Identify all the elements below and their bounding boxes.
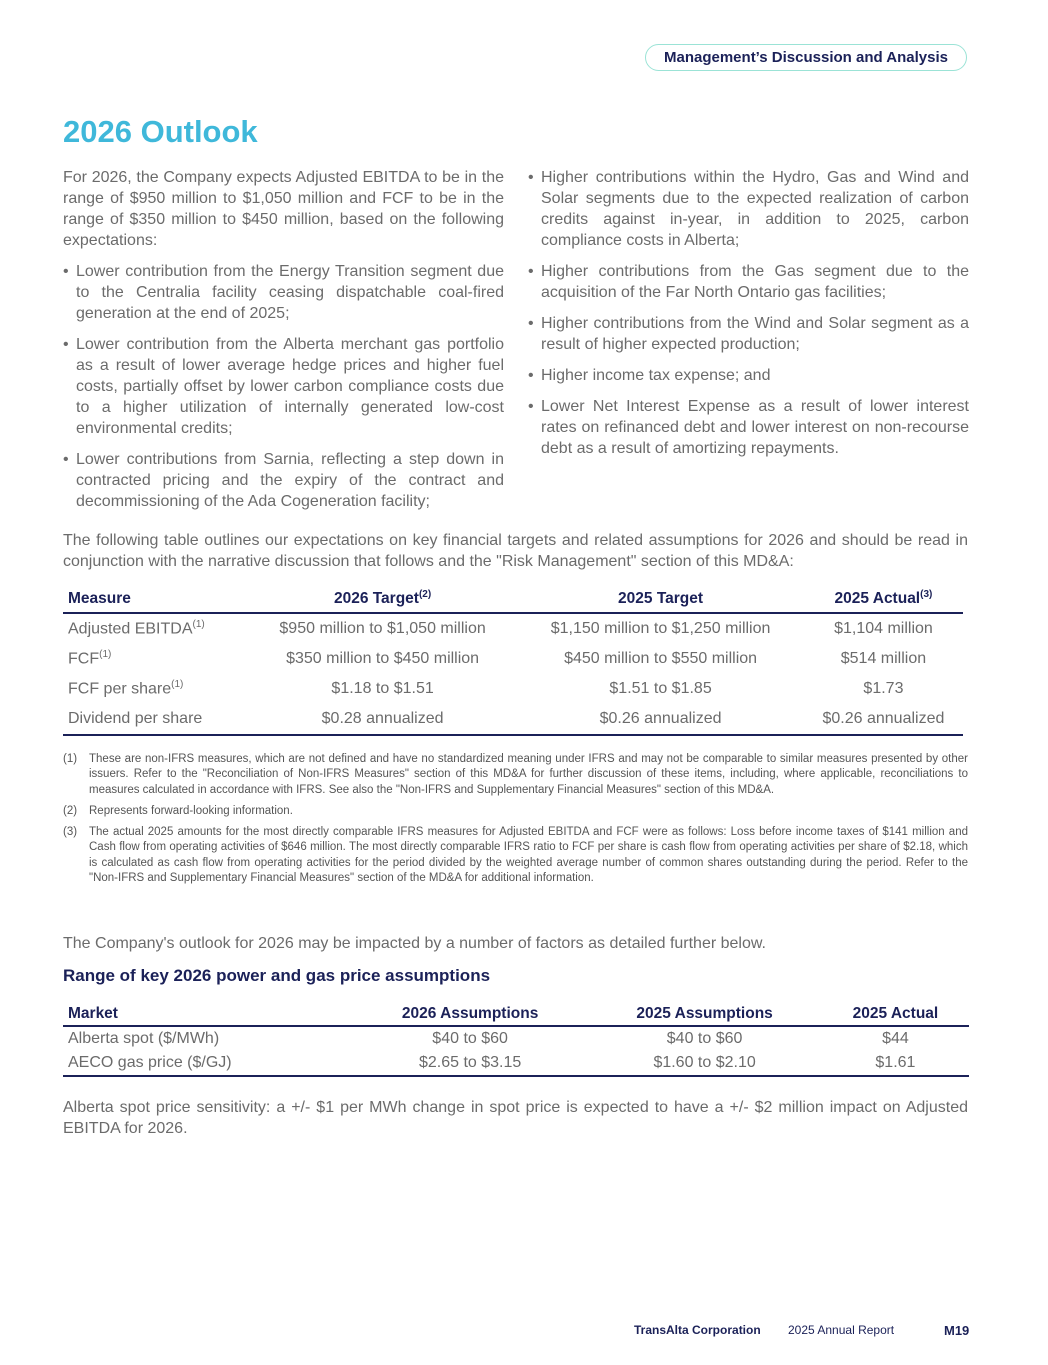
value-cell: $514 million (840, 650, 927, 667)
footnote-ref: (3) (920, 589, 933, 601)
price-assumptions-heading: Range of key 2026 power and gas price assumptions (63, 966, 491, 985)
bullet-item: • Lower contribution from the Energy Transition segment due to the Centralia facility ceasing dispatchable coal-fired generation at the end of 2025; (63, 261, 504, 324)
table-row (63, 644, 963, 674)
intro-paragraph: For 2026, the Company expects Adjusted EBITDA to be in the range of $950 million to $1,050 million and FCF to be in the range of $350 million to $450 million, based on the following expectations: (63, 169, 504, 249)
bullet-item: • Lower contribution from the Alberta merchant gas portfolio as a result of lower average hedge prices and higher fuel costs, partially offset by lower carbon compliance costs due to a higher utilization of internally generated low-cost environmental credits; (63, 334, 504, 439)
value-cell: $40 to $60 (666, 1030, 743, 1047)
footnote-number: (3) (63, 826, 78, 839)
bullet-item: • Higher contributions from the Gas segment due to the acquisition of the Far North Ontario gas facilities; (528, 261, 969, 303)
table-row (63, 613, 963, 644)
column-header: 2026 Assumptions (353, 1003, 587, 1026)
header-label: 2026 Target (333, 590, 419, 608)
value-cell: $44 (882, 1030, 909, 1047)
footnote-text: The actual 2025 amounts for the most directly comparable IFRS measures for Adjusted EBITDA and FCF were as follows: Loss before income taxes of $141 million and Cash flow from operating activities of $646 million. The most directly comparable IFRS ratio to FCF per share is cash flow from operating activities per share of $2.18, which is calculated as cash flow from operating activities for the period divided by the weighted average number of common shares outstanding during the period. Refer to the "Non-IFRS and Supplementary Financial Measures" section of the MD&A for additional information. (89, 826, 968, 885)
table-row (63, 1051, 969, 1076)
footnote-text: Represents forward-looking information. (89, 804, 293, 817)
value-cell: $350 million to $450 million (286, 650, 480, 667)
footnote-number: (2) (63, 804, 78, 817)
table-intro: The following table outlines our expectations on key financial targets and related assumptions for 2026 and should be read in conjunction with the narrative discussion that follows and the "Risk Management" section of this MD&A: (63, 532, 968, 570)
header-label: 2025 Actual (834, 590, 921, 608)
table-row (63, 674, 963, 704)
footnotes (63, 752, 968, 892)
measure-cell (63, 674, 248, 704)
footnote (63, 752, 968, 798)
footnote-number: (1) (63, 753, 78, 765)
section-badge: Management’s Discussion and Analysis (645, 44, 967, 71)
left-column (63, 167, 504, 522)
bullet-item: • Lower Net Interest Expense as a result of lower interest rates on refinanced debt and lower interest on non-recourse debt as a result of amortizing repayments. (528, 396, 969, 459)
footer-company: TransAlta Corporation (634, 1323, 761, 1337)
measure-label: Adjusted EBITDA (68, 620, 193, 638)
right-column (528, 167, 969, 469)
targets-table (63, 586, 963, 736)
measure-cell (63, 613, 248, 644)
outlook-note: The Company's outlook for 2026 may be impacted by a number of factors as detailed further below. (63, 935, 766, 952)
column-header (517, 586, 804, 613)
footnote-ref: (1) (192, 619, 205, 631)
footnote (63, 825, 968, 886)
bullet-item: • Higher contributions from the Wind and Solar segment as a result of higher expected production; (528, 313, 969, 355)
header-label: 2025 Target (618, 590, 704, 607)
footnote-ref: (2) (418, 589, 432, 601)
value-cell: $1,104 million (834, 620, 933, 637)
measure-cell (63, 644, 248, 674)
measure-label: FCF (68, 650, 100, 668)
value-cell: $1,150 million to $1,250 million (550, 620, 771, 637)
header-label: Measure (68, 590, 131, 607)
table-row (63, 1026, 969, 1051)
footnote-ref: (1) (171, 679, 184, 691)
value-cell: $1.18 to $1.51 (331, 680, 434, 697)
table-row (63, 704, 963, 735)
page-number: M19 (944, 1323, 970, 1338)
value-cell: $1.51 to $1.85 (609, 680, 712, 697)
column-header: Market (63, 1003, 353, 1026)
market-cell: AECO gas price ($/GJ) (63, 1051, 353, 1076)
price-assumptions-table (63, 1003, 969, 1077)
footer-report: 2025 Annual Report (788, 1323, 895, 1337)
column-header (248, 586, 517, 613)
bullet-item: • Lower contributions from Sarnia, reflecting a step down in contracted pricing and the expiry of the contract and decommissioning of the Ada Cogeneration facility; (63, 449, 504, 512)
bullet-item: • Higher income tax expense; and (528, 365, 969, 386)
column-header: 2025 Assumptions (587, 1003, 821, 1026)
value-cell: $40 to $60 (432, 1030, 508, 1047)
value-cell: $2.65 to $3.15 (353, 1051, 587, 1076)
measure-label: Dividend per share (68, 710, 203, 727)
column-header (63, 586, 248, 613)
bullet-item: • Higher contributions within the Hydro, Gas and Wind and Solar segments due to the expected realization of carbon credits against in-year, in addition to 2025, carbon compliance costs in Alberta; (528, 167, 969, 251)
measure-label: FCF per share (68, 680, 172, 698)
page-title: 2026 Outlook (63, 114, 258, 149)
sensitivity-note: Alberta spot price sensitivity: a +/- $1 per MWh change in spot price is expected to have a +/- $2 million impact on Adjusted EBITDA for 2026. (63, 1099, 968, 1137)
footnote-ref: (1) (99, 649, 112, 661)
column-header: 2025 Actual (822, 1003, 969, 1026)
footnote-text: These are non-IFRS measures, which are not defined and have no standardized meaning under IFRS and may not be comparable to similar measures presented by other issuers. Refer to the "Reconciliation of Non-IFRS Measures" section of this MD&A for further discussion of these items, including, where applicable, reconciliations to measures calculated in accordance with IFRS. See also the "Non-IFRS and Supplementary Financial Measures" section of this MD&A. (89, 753, 968, 796)
value-cell: $950 million to $1,050 million (279, 620, 486, 637)
market-cell: Alberta spot ($/MWh) (68, 1030, 220, 1047)
measure-cell (63, 704, 248, 735)
column-header (804, 586, 963, 613)
value-cell: $1.60 to $2.10 (587, 1051, 821, 1076)
value-cell: $1.73 (863, 680, 904, 697)
value-cell: $1.61 (822, 1051, 969, 1076)
value-cell: $450 million to $550 million (564, 650, 758, 667)
footnote (63, 804, 968, 819)
value-cell: $0.26 annualized (517, 704, 804, 735)
value-cell: $0.26 annualized (804, 704, 963, 735)
value-cell: $0.28 annualized (248, 704, 517, 735)
